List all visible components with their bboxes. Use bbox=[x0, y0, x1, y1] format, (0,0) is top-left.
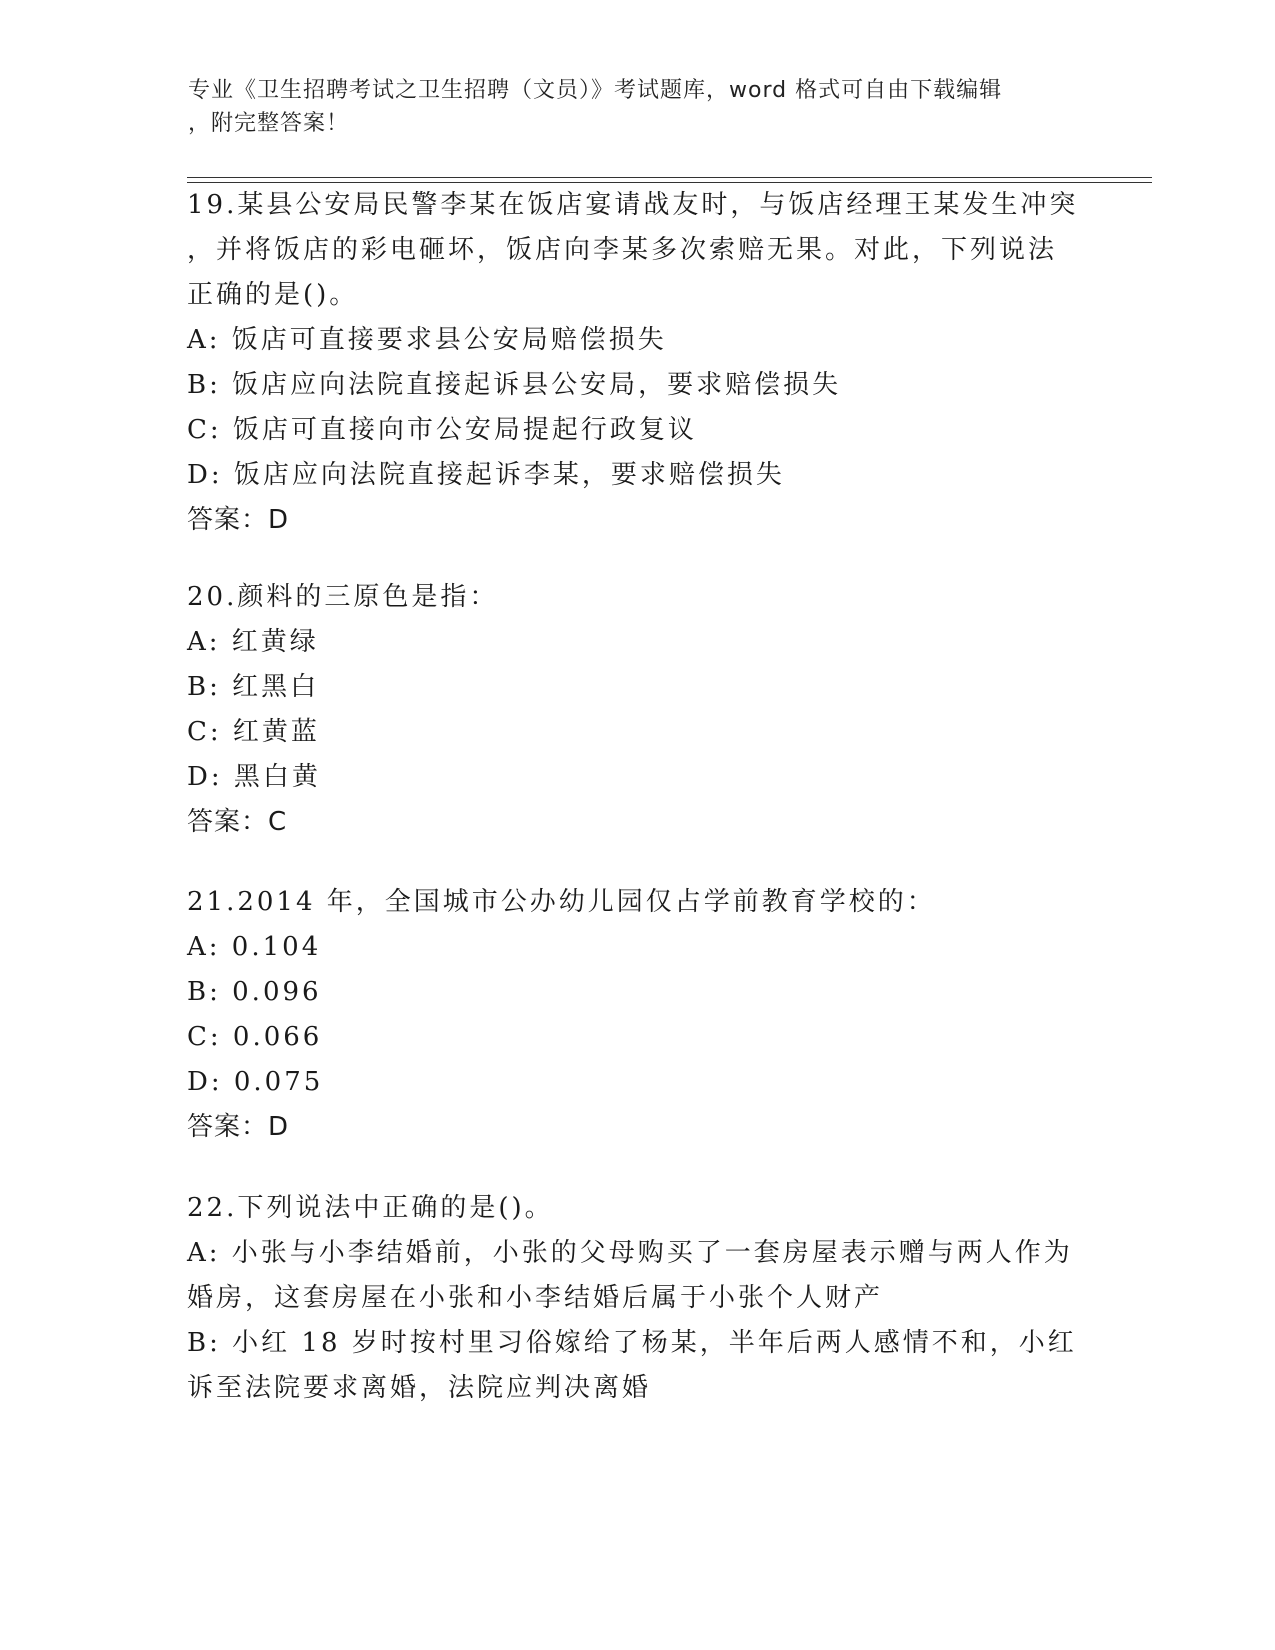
option-b: B: 0.096 bbox=[187, 977, 322, 1007]
option-a: A: 红黄绿 bbox=[187, 627, 319, 657]
option-b: B: 小红 18 岁时按村里习俗嫁给了杨某，半年后两人感情不和，小红 bbox=[187, 1328, 1077, 1358]
question-stem-line: 19.某县公安局民警李某在饭店宴请战友时，与饭店经理王某发生冲突 bbox=[187, 190, 1079, 220]
answer-label: 答案：C bbox=[187, 807, 288, 837]
header-line-1: 专业《卫生招聘考试之卫生招聘（文员）》考试题库，word 格式可自由下载编辑 bbox=[188, 78, 1003, 103]
document-header bbox=[188, 74, 1068, 140]
header-divider-top bbox=[187, 177, 1152, 178]
question-21 bbox=[187, 880, 1087, 1150]
option-c: C: 0.066 bbox=[187, 1022, 323, 1052]
question-stem-line: ，并将饭店的彩电砸坏，饭店向李某多次索赔无果。对此，下列说法 bbox=[187, 235, 1058, 265]
option-c: C: 饭店可直接向市公安局提起行政复议 bbox=[187, 415, 697, 445]
question-stem-line: 21.2014 年，全国城市公办幼儿园仅占学前教育学校的： bbox=[187, 887, 936, 917]
question-stem-line: 正确的是()。 bbox=[187, 280, 359, 310]
option-b-continued: 诉至法院要求离婚，法院应判决离婚 bbox=[187, 1373, 652, 1403]
option-a-continued: 婚房，这套房屋在小张和小李结婚后属于小张个人财产 bbox=[187, 1283, 884, 1313]
answer-label: 答案：D bbox=[187, 1112, 290, 1142]
question-stem-line: 20.颜料的三原色是指： bbox=[187, 582, 499, 612]
option-d: D: 0.075 bbox=[187, 1067, 324, 1097]
option-b: B: 饭店应向法院直接起诉县公安局，要求赔偿损失 bbox=[187, 370, 842, 400]
option-a: A: 饭店可直接要求县公安局赔偿损失 bbox=[187, 325, 667, 355]
question-19 bbox=[187, 183, 1087, 543]
question-22 bbox=[187, 1186, 1087, 1411]
option-a: A: 小张与小李结婚前，小张的父母购买了一套房屋表示赠与两人作为 bbox=[187, 1238, 1073, 1268]
option-a: A: 0.104 bbox=[187, 932, 322, 962]
option-d: D: 饭店应向法院直接起诉李某，要求赔偿损失 bbox=[187, 460, 785, 490]
answer-label: 答案：D bbox=[187, 505, 290, 535]
option-c: C: 红黄蓝 bbox=[187, 717, 320, 747]
option-d: D: 黑白黄 bbox=[187, 762, 321, 792]
question-stem-line: 22.下列说法中正确的是()。 bbox=[187, 1193, 554, 1223]
option-b: B: 红黑白 bbox=[187, 672, 320, 702]
question-20 bbox=[187, 575, 1087, 845]
header-line-2: ，附完整答案！ bbox=[188, 111, 350, 136]
